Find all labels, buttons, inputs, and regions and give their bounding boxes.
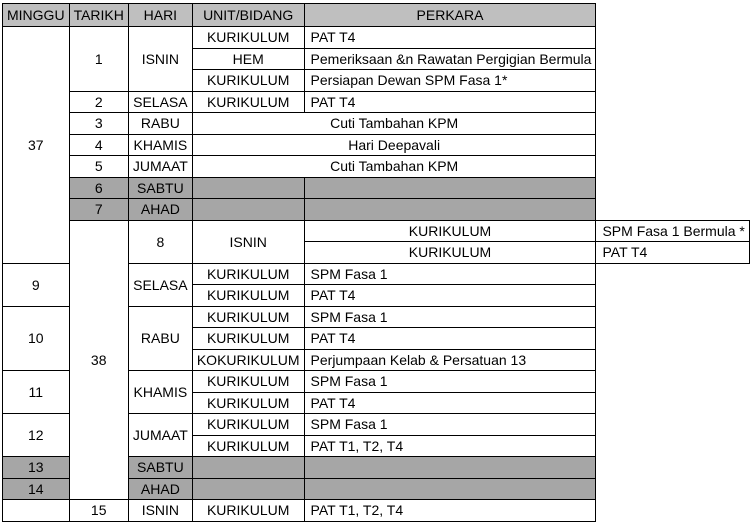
item-cell: Hari Deepavali <box>192 134 596 156</box>
day-cell: JUMAAT <box>128 414 192 457</box>
unit-cell: KURIKULUM <box>192 435 304 457</box>
date-cell: 15 <box>69 500 128 522</box>
date-cell: 13 <box>3 457 70 479</box>
day-cell: SABTU <box>128 457 192 479</box>
schedule-body <box>3 27 750 522</box>
unit-cell: KURIKULUM <box>192 285 304 307</box>
unit-cell: KURIKULUM <box>192 70 304 92</box>
item-cell: Perjumpaan Kelab & Persatuan 13 <box>304 349 596 371</box>
unit-cell: KURIKULUM <box>192 27 304 49</box>
item-cell: Pemeriksaan &n Rawatan Pergigian Bermula <box>304 48 596 70</box>
header-unit-bidang: UNIT/BIDANG <box>192 4 304 27</box>
unit-cell: KURIKULUM <box>304 220 596 242</box>
day-cell: RABU <box>128 113 192 135</box>
item-cell: PAT T4 <box>304 285 596 307</box>
item-cell <box>304 457 596 479</box>
schedule-row <box>3 500 750 522</box>
item-cell: PAT T1, T2, T4 <box>304 435 596 457</box>
item-cell: PAT T4 <box>304 27 596 49</box>
header-row <box>3 4 750 27</box>
item-cell: PAT T4 <box>304 91 596 113</box>
week-cell: 37 <box>3 27 70 264</box>
header-tarikh: TARIKH <box>69 4 128 27</box>
date-cell: 11 <box>3 371 70 414</box>
item-cell <box>304 478 596 500</box>
unit-cell: KURIKULUM <box>192 414 304 436</box>
schedule-row <box>3 199 750 221</box>
unit-cell: KURIKULUM <box>192 392 304 414</box>
unit-cell <box>192 177 304 199</box>
unit-cell: KURIKULUM <box>192 306 304 328</box>
unit-cell: KURIKULUM <box>192 500 304 522</box>
item-cell: Persiapan Dewan SPM Fasa 1* <box>304 70 596 92</box>
header-minggu: MINGGU <box>3 4 70 27</box>
item-cell: SPM Fasa 1 <box>304 263 596 285</box>
date-cell: 2 <box>69 91 128 113</box>
item-cell <box>304 199 596 221</box>
date-cell: 1 <box>69 27 128 92</box>
header-perkara: PERKARA <box>304 4 596 27</box>
day-cell: JUMAAT <box>128 156 192 178</box>
header-hari: HARI <box>128 4 192 27</box>
week-cell: 38 <box>69 220 128 500</box>
schedule-row <box>3 113 750 135</box>
day-cell: AHAD <box>128 199 192 221</box>
item-cell: SPM Fasa 1 <box>304 371 596 393</box>
unit-cell <box>192 457 304 479</box>
date-cell: 6 <box>69 177 128 199</box>
unit-cell: KURIKULUM <box>192 371 304 393</box>
unit-cell: KURIKULUM <box>192 328 304 350</box>
item-cell: PAT T4 <box>304 328 596 350</box>
date-cell: 5 <box>69 156 128 178</box>
item-cell <box>304 177 596 199</box>
unit-cell <box>192 199 304 221</box>
unit-cell: KURIKULUM <box>192 91 304 113</box>
unit-cell: KOKURIKULUM <box>192 349 304 371</box>
day-cell: ISNIN <box>192 220 304 263</box>
unit-cell <box>192 478 304 500</box>
item-cell: SPM Fasa 1 <box>304 306 596 328</box>
week-cell <box>3 500 70 522</box>
schedule-row <box>3 156 750 178</box>
date-cell: 14 <box>3 478 70 500</box>
day-cell: AHAD <box>128 478 192 500</box>
item-cell: SPM Fasa 1 Bermula * <box>596 220 749 242</box>
school-schedule-table <box>2 3 750 522</box>
date-cell: 12 <box>3 414 70 457</box>
day-cell: RABU <box>128 306 192 371</box>
day-cell: ISNIN <box>128 500 192 522</box>
date-cell: 8 <box>128 220 192 263</box>
item-cell: PAT T4 <box>596 242 749 264</box>
unit-cell: HEM <box>192 48 304 70</box>
date-cell: 3 <box>69 113 128 135</box>
date-cell: 7 <box>69 199 128 221</box>
day-cell: KHAMIS <box>128 134 192 156</box>
item-cell: SPM Fasa 1 <box>304 414 596 436</box>
unit-cell: KURIKULUM <box>192 263 304 285</box>
day-cell: ISNIN <box>128 27 192 92</box>
schedule-row <box>3 91 750 113</box>
schedule-row <box>3 134 750 156</box>
day-cell: SABTU <box>128 177 192 199</box>
schedule-row <box>3 220 750 242</box>
item-cell: PAT T4 <box>304 392 596 414</box>
day-cell: SELASA <box>128 91 192 113</box>
day-cell: KHAMIS <box>128 371 192 414</box>
date-cell: 9 <box>3 263 70 306</box>
day-cell: SELASA <box>128 263 192 306</box>
item-cell: Cuti Tambahan KPM <box>192 113 596 135</box>
item-cell: Cuti Tambahan KPM <box>192 156 596 178</box>
date-cell: 4 <box>69 134 128 156</box>
date-cell: 10 <box>3 306 70 371</box>
schedule-row <box>3 27 750 49</box>
item-cell: PAT T1, T2, T4 <box>304 500 596 522</box>
unit-cell: KURIKULUM <box>304 242 596 264</box>
schedule-row <box>3 177 750 199</box>
